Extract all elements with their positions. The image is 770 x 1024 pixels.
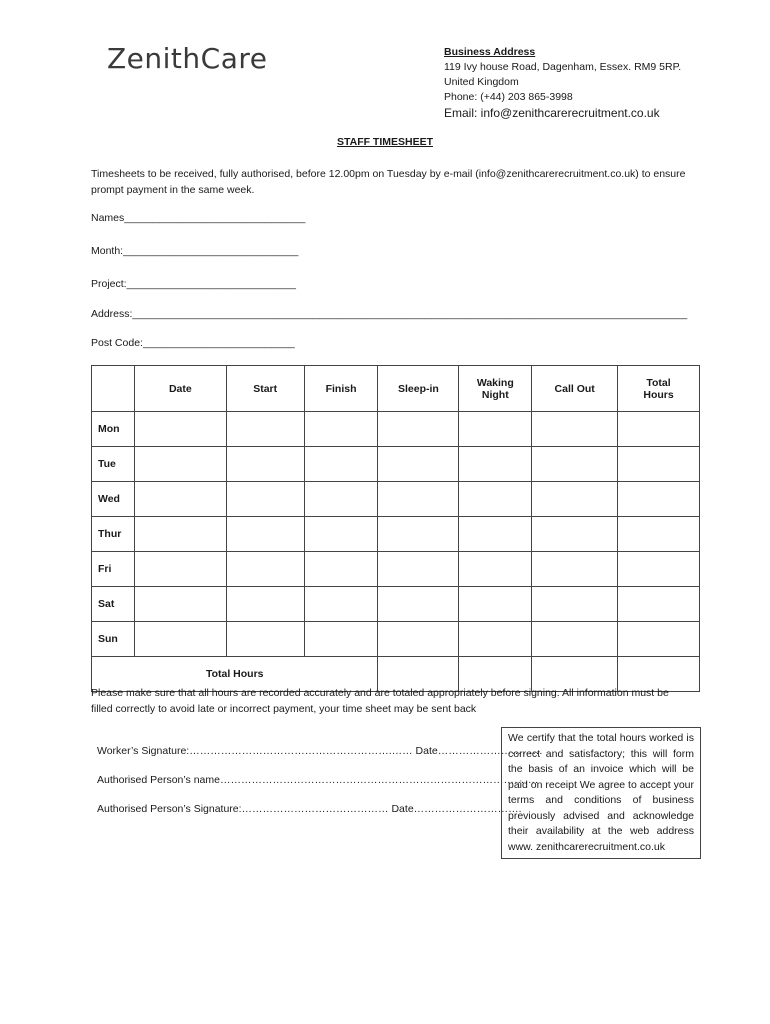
waking-night-cell[interactable] xyxy=(459,552,532,587)
date-cell[interactable] xyxy=(134,447,226,482)
company-logo: ZenithCare xyxy=(107,42,268,75)
timesheet-table xyxy=(91,365,700,692)
table-row xyxy=(92,587,700,622)
start-cell[interactable] xyxy=(226,517,304,552)
header-start: Start xyxy=(226,366,304,412)
phone-number: Phone: (+44) 203 865-3998 xyxy=(444,91,573,103)
day-label: Fri xyxy=(92,552,135,587)
month-field[interactable]: Month:______________________________ xyxy=(91,245,299,257)
table-row xyxy=(92,447,700,482)
waking-night-cell[interactable] xyxy=(459,447,532,482)
address-line-2: United Kingdom xyxy=(444,76,519,88)
table-row xyxy=(92,552,700,587)
certification-box: We certify that the total hours worked is correct and satisfactory; this will form the basis of an invoice which will be paid on receipt We agree to accept your terms and conditions of business previously advised and acknowledge their availability at the web address www. zenithcarerecruitment.co.uk xyxy=(501,727,701,859)
start-cell[interactable] xyxy=(226,552,304,587)
business-address-block xyxy=(444,45,744,121)
worker-signature-line[interactable]: Worker’s Signature:………………………………………………….…… Date………………………… xyxy=(97,745,543,757)
date-cell[interactable] xyxy=(134,622,226,657)
date-cell[interactable] xyxy=(134,412,226,447)
call-out-cell[interactable] xyxy=(532,482,618,517)
waking-night-cell[interactable] xyxy=(459,412,532,447)
sleep-in-cell[interactable] xyxy=(378,447,459,482)
table-row xyxy=(92,482,700,517)
accuracy-notice: Please make sure that all hours are recorded accurately and are totaled appropriately before signing. All information must be filled correctly to avoid late or incorrect payment, your time sheet may be sent back xyxy=(91,687,669,715)
header-blank-cell xyxy=(92,366,135,412)
sleep-in-cell[interactable] xyxy=(378,482,459,517)
call-out-cell[interactable] xyxy=(532,622,618,657)
authorised-name-line[interactable]: Authorised Person’s name………………………………………………………………………………. xyxy=(97,774,538,786)
finish-cell[interactable] xyxy=(304,552,378,587)
waking-night-cell[interactable] xyxy=(459,587,532,622)
day-label: Thur xyxy=(92,517,135,552)
total-hours-cell[interactable] xyxy=(618,587,700,622)
date-cell[interactable] xyxy=(134,552,226,587)
address-line-1: 119 Ivy house Road, Dagenham, Essex. RM9 5RP. xyxy=(444,61,682,73)
sleep-in-cell[interactable] xyxy=(378,517,459,552)
table-row xyxy=(92,412,700,447)
day-label: Sun xyxy=(92,622,135,657)
address-heading: Business Address xyxy=(444,46,536,58)
start-cell[interactable] xyxy=(226,447,304,482)
total-hours-cell[interactable] xyxy=(618,552,700,587)
call-out-cell[interactable] xyxy=(532,552,618,587)
finish-cell[interactable] xyxy=(304,412,378,447)
header-total-line2: Hours xyxy=(643,388,674,401)
start-cell[interactable] xyxy=(226,412,304,447)
waking-night-cell[interactable] xyxy=(459,622,532,657)
finish-cell[interactable] xyxy=(304,482,378,517)
table-header-row xyxy=(92,366,700,412)
finish-cell[interactable] xyxy=(304,587,378,622)
table-row xyxy=(92,517,700,552)
project-field[interactable]: Project:_____________________________ xyxy=(91,278,296,290)
total-hours-cell[interactable] xyxy=(618,517,700,552)
header-call-out: Call Out xyxy=(532,366,618,412)
day-label: Wed xyxy=(92,482,135,517)
header-waking-line2: Night xyxy=(481,388,509,401)
day-label: Mon xyxy=(92,412,135,447)
date-cell[interactable] xyxy=(134,482,226,517)
total-hours-cell[interactable] xyxy=(618,482,700,517)
authorised-signature-line[interactable]: Authorised Person’s Signature:…………………………………… Date…………………………. xyxy=(97,803,522,815)
start-cell[interactable] xyxy=(226,622,304,657)
header-total-hours xyxy=(618,366,700,412)
start-cell[interactable] xyxy=(226,482,304,517)
day-label: Sat xyxy=(92,587,135,622)
waking-night-cell[interactable] xyxy=(459,482,532,517)
finish-cell[interactable] xyxy=(304,517,378,552)
call-out-cell[interactable] xyxy=(532,412,618,447)
intro-text: Timesheets to be received, fully authorised, before 12.00pm on Tuesday by e-mail (info@zenithcarerecruitment.co.uk) to ensure prompt payment in the same week. xyxy=(91,168,686,196)
sleep-in-cell[interactable] xyxy=(378,622,459,657)
total-hours-cell[interactable] xyxy=(618,412,700,447)
header-date: Date xyxy=(134,366,226,412)
start-cell[interactable] xyxy=(226,587,304,622)
call-out-cell[interactable] xyxy=(532,587,618,622)
address-field[interactable]: Address:_______________________________________________________________________________________________ xyxy=(91,308,688,320)
post-code-field[interactable]: Post Code:__________________________ xyxy=(91,337,295,349)
call-out-cell[interactable] xyxy=(532,447,618,482)
names-field[interactable]: Names_______________________________ xyxy=(91,212,306,224)
header-waking-night xyxy=(459,366,532,412)
sleep-in-cell[interactable] xyxy=(378,552,459,587)
sleep-in-cell[interactable] xyxy=(378,412,459,447)
table-row xyxy=(92,622,700,657)
date-cell[interactable] xyxy=(134,587,226,622)
total-hours-cell[interactable] xyxy=(618,622,700,657)
page-title: STAFF TIMESHEET xyxy=(336,136,434,148)
email-address: Email: info@zenithcarerecruitment.co.uk xyxy=(444,106,660,120)
call-out-cell[interactable] xyxy=(532,517,618,552)
day-label: Tue xyxy=(92,447,135,482)
header-waking-line1: Waking xyxy=(476,376,514,389)
header-total-line1: Total xyxy=(646,376,671,389)
header-sleep-in: Sleep-in xyxy=(378,366,459,412)
total-hours-label: Total Hours xyxy=(92,657,378,692)
sleep-in-cell[interactable] xyxy=(378,587,459,622)
header-finish: Finish xyxy=(304,366,378,412)
waking-night-cell[interactable] xyxy=(459,517,532,552)
finish-cell[interactable] xyxy=(304,447,378,482)
date-cell[interactable] xyxy=(134,517,226,552)
finish-cell[interactable] xyxy=(304,622,378,657)
total-hours-cell[interactable] xyxy=(618,447,700,482)
